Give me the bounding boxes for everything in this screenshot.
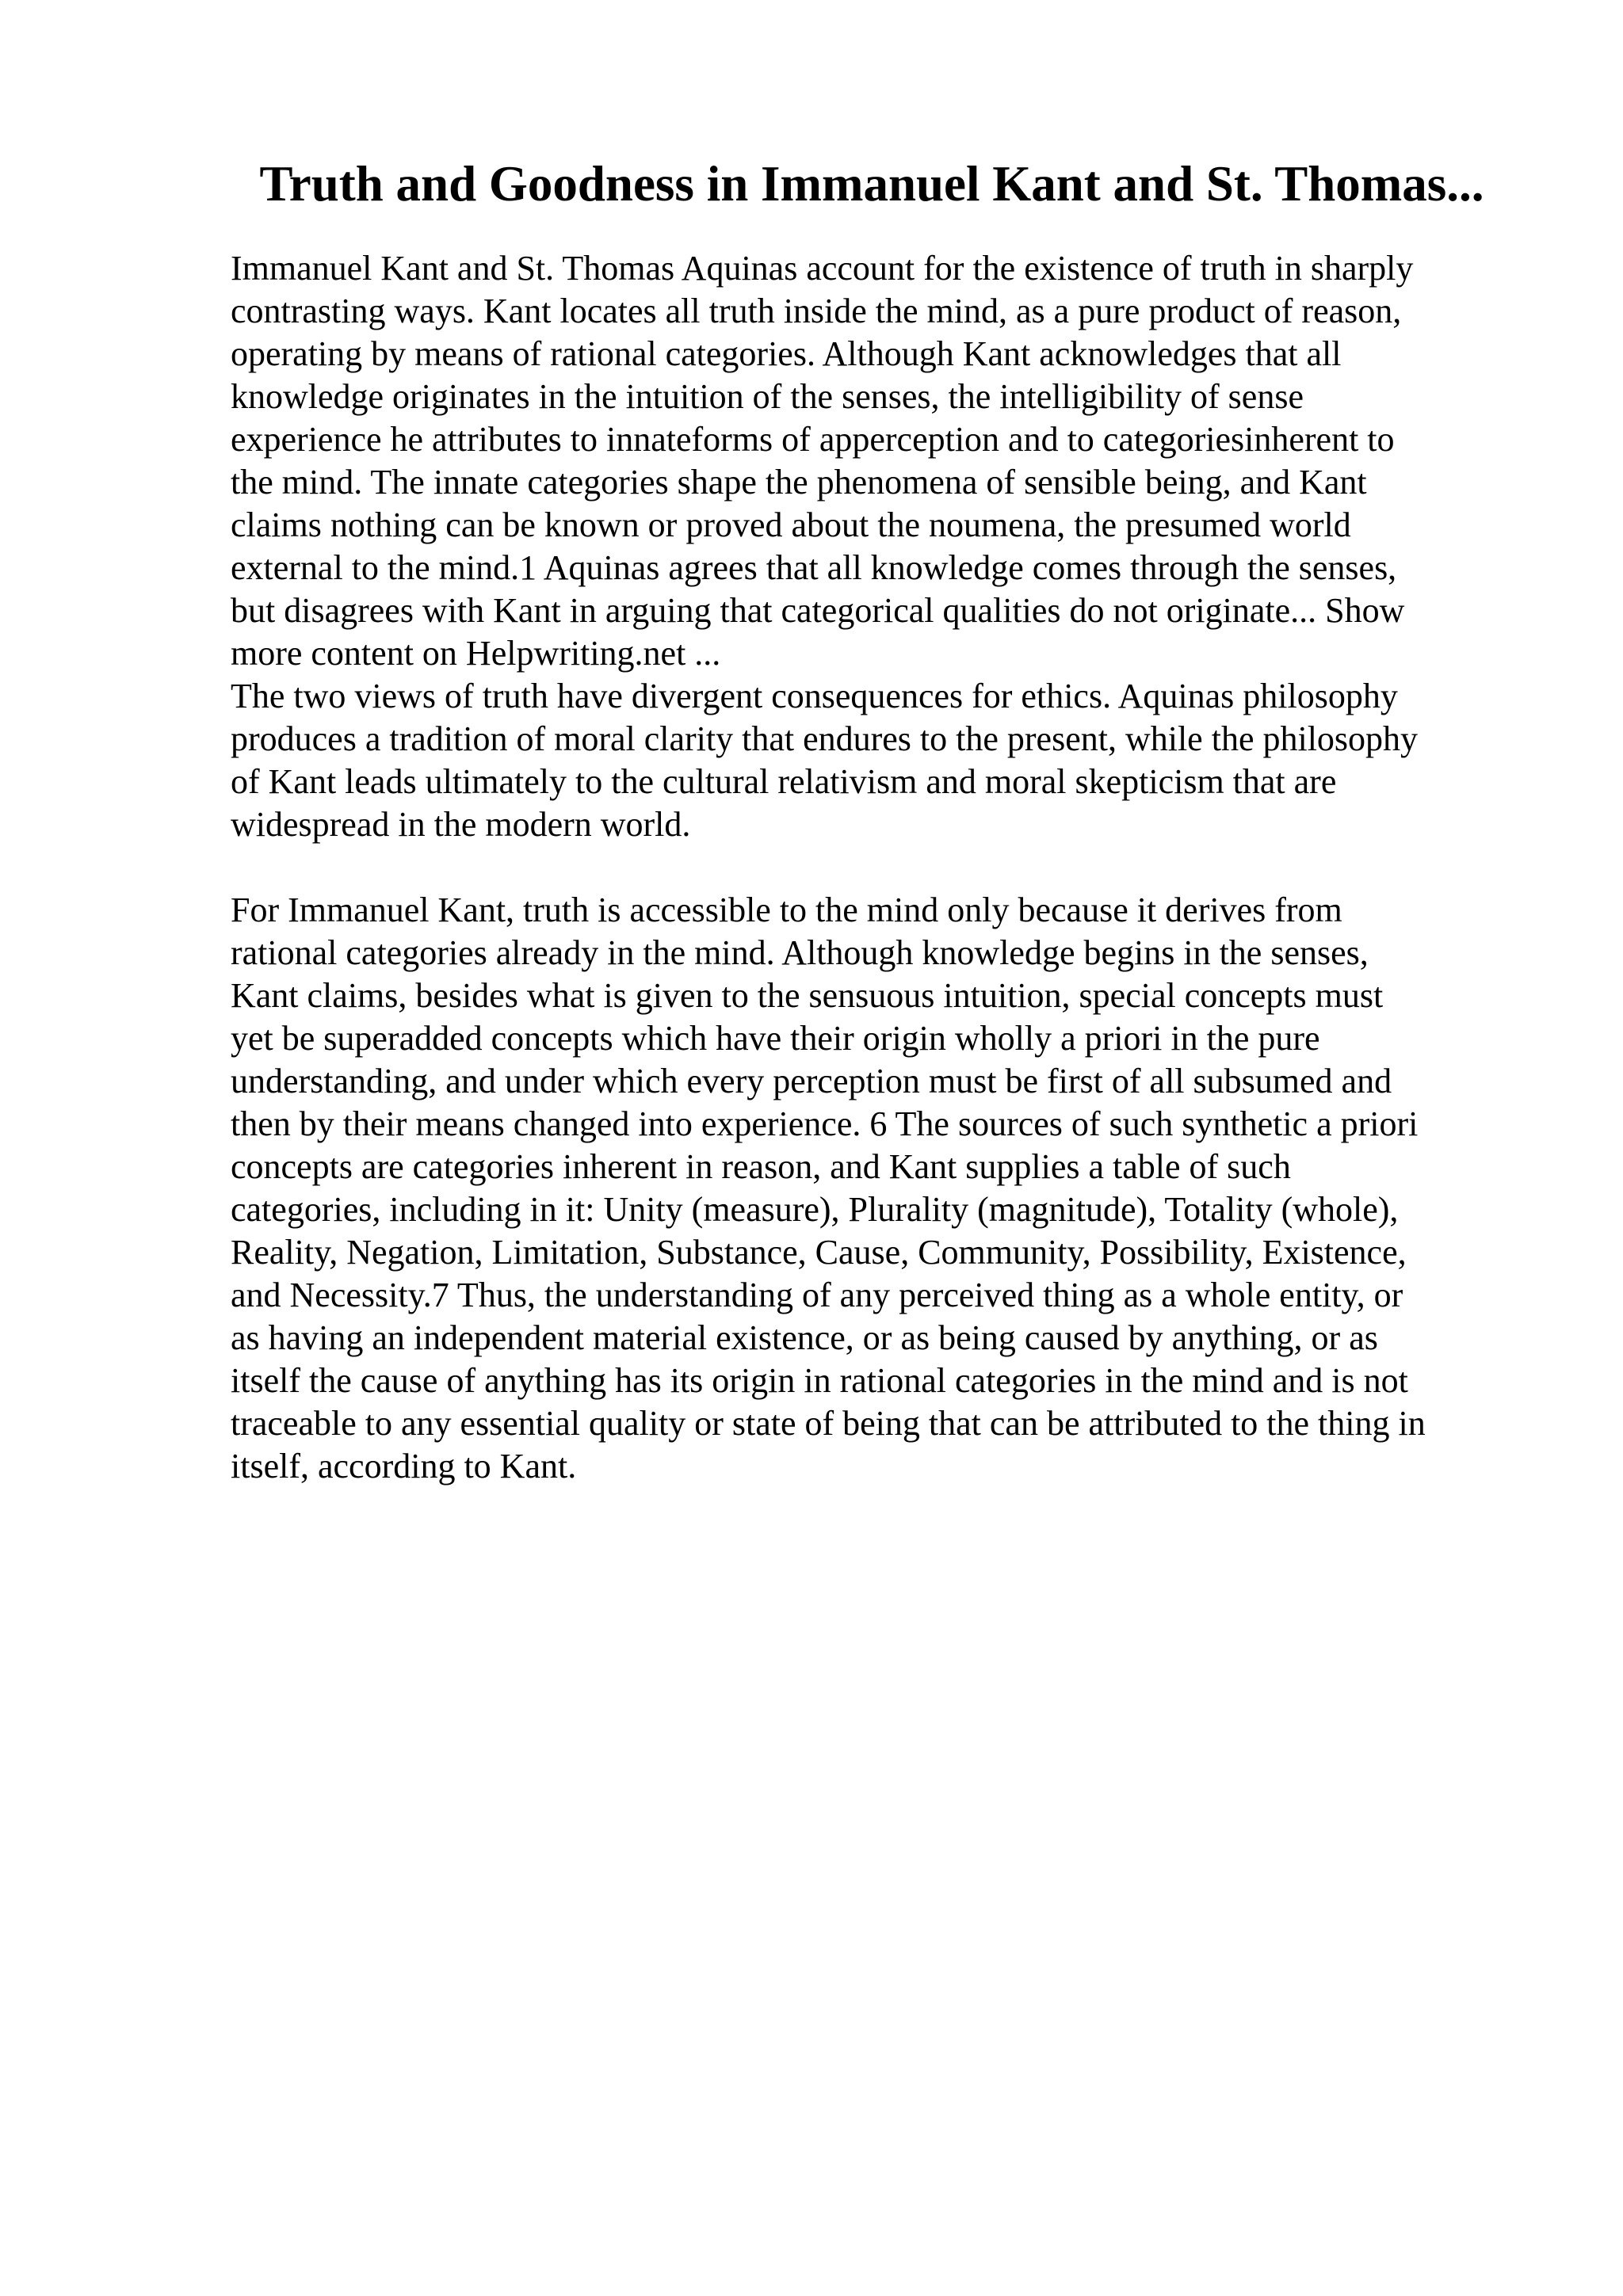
text-line: concepts are categories inherent in reason, and Kant supplies a table of such <box>231 1147 1291 1186</box>
text-line: itself, according to Kant. <box>231 1447 577 1486</box>
text-line: Immanuel Kant and St. Thomas Aquinas account for the existence of truth in sharply <box>231 249 1414 288</box>
text-line: The two views of truth have divergent consequences for ethics. Aquinas philosophy <box>231 677 1398 715</box>
text-line: experience he attributes to innateforms of apperception and to categoriesinherent to <box>231 420 1395 459</box>
text-line: understanding, and under which every perception must be first of all subsumed and <box>231 1062 1392 1100</box>
text-line: For Immanuel Kant, truth is accessible to the mind only because it derives from <box>231 891 1342 929</box>
text-line: more content on Helpwriting.net ... <box>231 634 721 673</box>
paragraph-1 <box>231 247 1546 675</box>
text-line: and Necessity.7 Thus, the understanding of any perceived thing as a whole entity, or <box>231 1276 1403 1314</box>
text-line: the mind. The innate categories shape the phenomena of sensible being, and Kant <box>231 463 1367 502</box>
text-line: categories, including in it: Unity (measure), Plurality (magnitude), Totality (whole), <box>231 1190 1399 1229</box>
text-line: widespread in the modern world. <box>231 805 691 844</box>
text-line: claims nothing can be known or proved about the noumena, the presumed world <box>231 505 1351 544</box>
text-line: Reality, Negation, Limitation, Substance, Cause, Community, Possibility, Existence, <box>231 1233 1407 1272</box>
text-line: of Kant leads ultimately to the cultural relativism and moral skepticism that are <box>231 762 1337 801</box>
text-line: external to the mind.1 Aquinas agrees that all knowledge comes through the senses, <box>231 548 1397 587</box>
text-line: contrasting ways. Kant locates all truth inside the mind, as a pure product of reason, <box>231 292 1402 330</box>
text-line: itself the cause of anything has its origin in rational categories in the mind and is not <box>231 1361 1408 1400</box>
text-line: Kant claims, besides what is given to the sensuous intuition, special concepts must <box>231 976 1384 1015</box>
text-line: but disagrees with Kant in arguing that categorical qualities do not originate... Show <box>231 591 1405 630</box>
text-line: operating by means of rational categories. Although Kant acknowledges that all <box>231 334 1342 373</box>
text-line: produces a tradition of moral clarity that endures to the present, while the philosophy <box>231 719 1419 758</box>
text-line: rational categories already in the mind. Although knowledge begins in the senses, <box>231 933 1369 972</box>
paragraph-3 <box>231 889 1546 1488</box>
text-line: as having an independent material existence, or as being caused by anything, or as <box>231 1318 1378 1357</box>
text-line: traceable to any essential quality or state of being that can be attributed to the thing in <box>231 1404 1426 1443</box>
text-line: knowledge originates in the intuition of the senses, the intelligibility of sense <box>231 377 1304 416</box>
text-line: yet be superadded concepts which have their origin wholly a priori in the pure <box>231 1019 1320 1058</box>
paragraph-2 <box>231 675 1546 846</box>
text-line: then by their means changed into experience. 6 The sources of such synthetic a priori <box>231 1104 1419 1143</box>
document-title: Truth and Goodness in Immanuel Kant and St. Thomas... <box>259 156 1484 212</box>
